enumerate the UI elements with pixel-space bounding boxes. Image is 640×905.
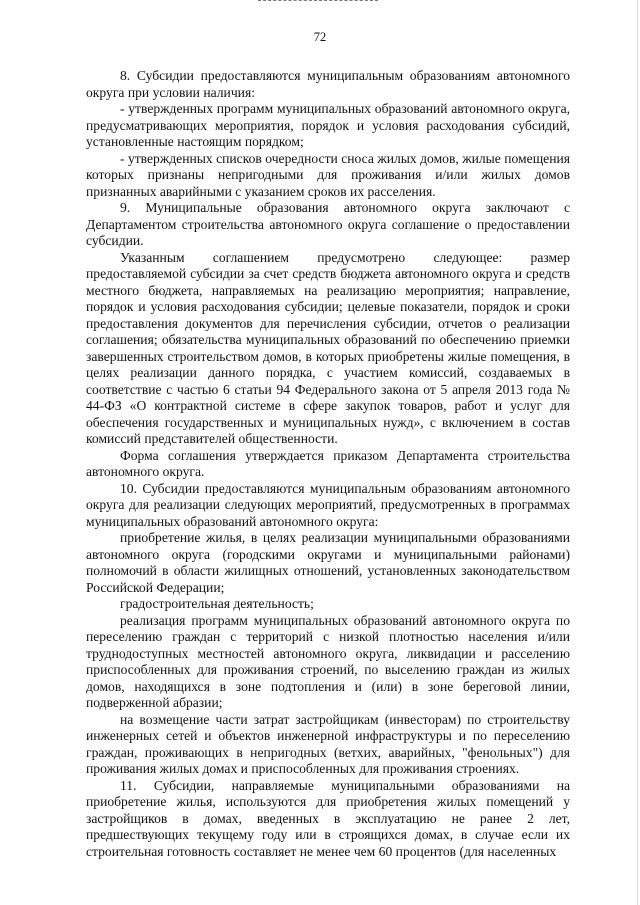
paragraph-10-item-resettlement: реализация программ муниципальных образований автономного округа по переселению граждан с территорий с низкой плотностью населения и/или труднодоступных местностей автономного округа, ликвидации и расселению приспособленных для проживания строений, по выселению граждан из жилых домов, находящихся в зоне подтопления и (или) в зоне береговой линии, подверженной абразии; bbox=[86, 612, 570, 710]
paragraph-10-item-urban-planning: градостроительная деятельность; bbox=[120, 596, 314, 611]
paragraph-11: 11. Субсидии, направляемые муниципальными образованиями на приобретение жилья, используются для приобретения жилых помещений у застройщиков в домах, введенных в эксплуатацию не ранее 2 лет, предшествующих текущему году или в строящихся домах, в случае если их строительная готовность составляет не менее чем 60 процентов (для населенных bbox=[86, 777, 570, 859]
paragraph-9: 9. Муниципальные образования автономного округа заключают с Департаментом строительства автономного округа соглашение о предоставлении субсидии. bbox=[86, 200, 570, 248]
paragraph-agreement-terms: Указанным соглашением предусмотрено следующее: размер предоставляемой субсидии за счет средств бюджета автономного округа и средств местного бюджета, направляемых на реализацию мероприятия; направление, порядок и условия расходования субсидии; целевые показатели, порядок и сроки предоставления документов для перечисления субсидии, отчетов о реализации соглашения; обязательства муниципальных образований по обеспечению приемки завершенных строительством домов, в которых приобретены жилые помещения, в целях реализации данного порядка, с участием комиссий, создаваемых в соответствие с частью 6 статьи 94 Федерального закона от 5 апреля 2013 года № 44-ФЗ «О контрактной системе в сфере закупок товаров, работ и услуг для обеспечения государственных и муниципальных нужд», с включением в состав комиссий представителей общественности. bbox=[86, 249, 570, 446]
paragraph-10-item-compensation: на возмещение части затрат застройщикам (инвесторам) по строительству инженерных сетей и объектов инженерной инфраструктуры и по переселению граждан, проживающих в непригодных (ветхих, аварийных, "фенольных") для проживания жилых домах и приспособленных для проживания строениях. bbox=[86, 711, 570, 776]
document-body bbox=[86, 68, 570, 860]
paragraph-8-item-2: - утвержденных списков очередности сноса жилых домов, жилые помещения которых признаны непригодными для проживания и/или жилых домов признанных аварийными с указанием сроков их расселения. bbox=[86, 150, 570, 199]
scan-top-mark bbox=[258, 0, 378, 2]
paragraph-10: 10. Субсидии предоставляются муниципальным образованиям автономного округа для реализации следующих мероприятий, предусмотренных в программах муниципальных образований автономного округа: bbox=[86, 480, 570, 529]
page-number: 72 bbox=[313, 30, 327, 44]
scan-right-edge bbox=[637, 0, 638, 905]
paragraph-8: 8. Субсидии предоставляются муниципальным образованиям автономного округа при условии наличия: bbox=[86, 68, 570, 100]
paragraph-10-item-housing: приобретение жилья, в целях реализации муниципальными образованиями автономного округа (городскими округами и муниципальными районами) полномочий в области жилищных отношений, установленных законодательством Российской Федерации; bbox=[86, 530, 570, 595]
paragraph-agreement-form: Форма соглашения утверждается приказом Департамента строительства автономного округа. bbox=[86, 447, 570, 479]
paragraph-8-item-1: - утвержденных программ муниципальных образований автономного округа, предусматривающих мероприятия, порядок и условия расходования субсидий, установленные настоящим порядком; bbox=[86, 101, 570, 149]
